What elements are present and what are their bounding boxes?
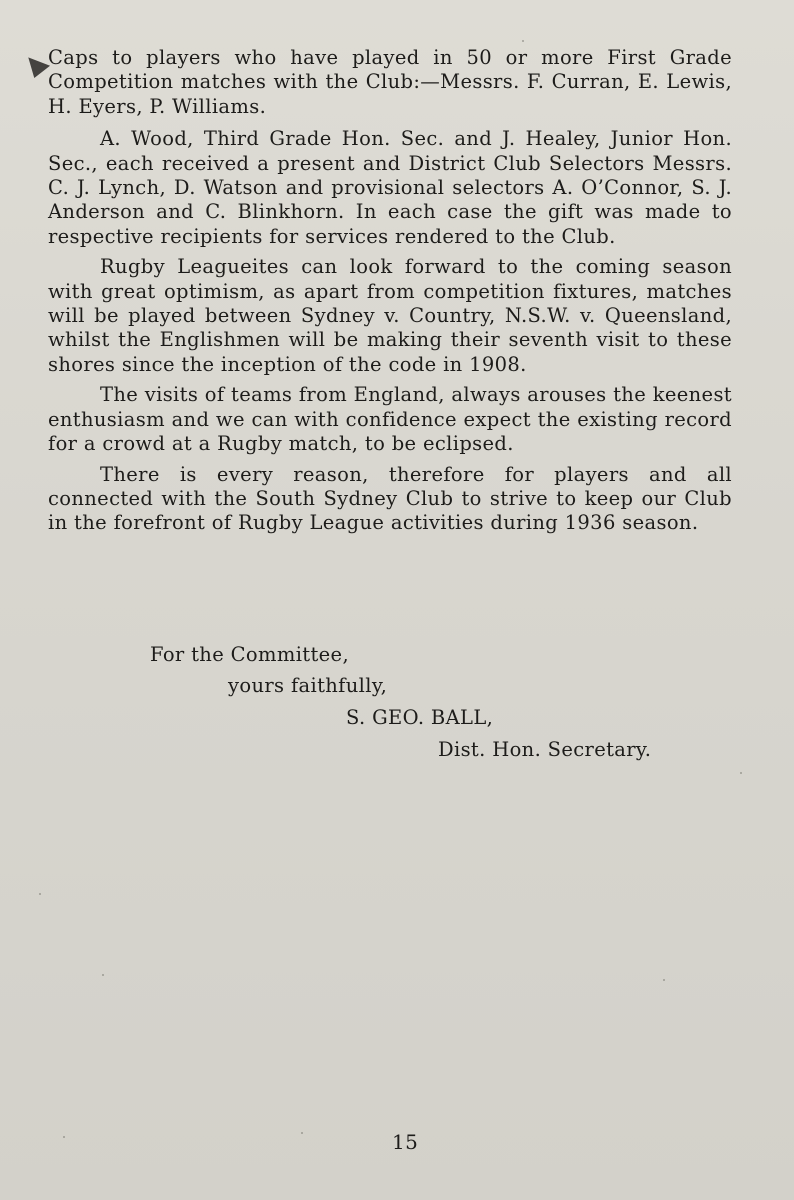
paper-speck (301, 1132, 303, 1134)
signoff-name: S. GEO. BALL, (346, 706, 494, 729)
paragraph-england-visit: The visits of teams from England, always arouses the keenest enthusiasm and we can with confidence expect the existing record for a crowd at a Rugby match, to be eclipsed. (48, 383, 732, 456)
paper-speck (740, 772, 742, 774)
paragraph-presents: A. Wood, Third Grade Hon. Sec. and J. Healey, Junior Hon. Sec., each received a present and District Club Selectors Messrs. C. J. Lynch, D. Watson and provisional selectors A. O’Connor, S. J. Anderson and C. Blinkhorn. In each case the gift was made to respective recipients for services rendered to the Club. (48, 127, 732, 248)
signoff-closing: yours faithfully, (228, 674, 388, 697)
page-number: 15 (392, 1130, 419, 1154)
paper-speck (663, 979, 665, 981)
paper-speck (102, 974, 104, 976)
paper-speck (63, 1136, 65, 1138)
paragraph-caps: Caps to players who have played in 50 or more First Grade Competition matches with the Club:—Messrs. F. Curran, E. Lewis, H. Eyers, P. Williams. (48, 46, 732, 118)
paragraph-closing: There is every reason, therefore for players and all connected with the South Sydney Club to strive to keep our Club in the forefront of Rugby League activities during 1936 season. (48, 462, 732, 535)
body-text (48, 46, 732, 542)
signoff-committee: For the Committee, (150, 643, 349, 666)
paragraph-coming-season: Rugby Leagueites can look forward to the coming season with great optimism, as apart from competition fixtures, matches will be played between Sydney v. Country, N.S.W. v. Queensland, whilst the Englishmen will be making their seventh visit to these shores since the inception of the code in 1908. (48, 255, 732, 376)
paper-speck (522, 40, 524, 42)
signoff-title: Dist. Hon. Secretary. (438, 738, 652, 761)
paper-speck (39, 893, 41, 895)
page-corner-mark (22, 50, 50, 78)
